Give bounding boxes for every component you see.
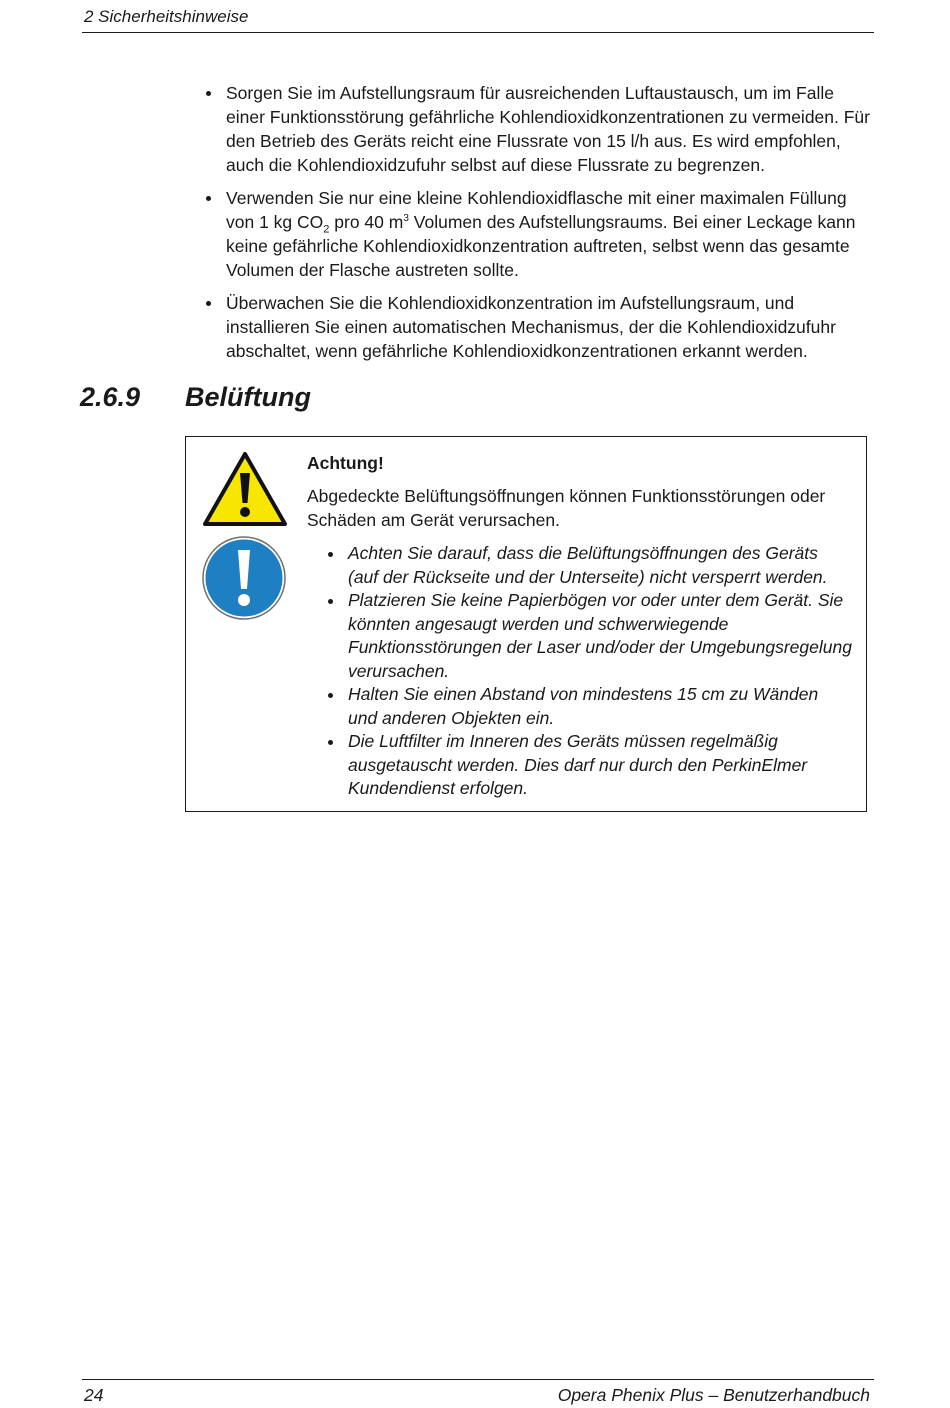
notice-text: Abgedeckte Belüftungsöffnungen können Funktionsstörungen oder Schäden am Gerät verursachen. <box>307 486 826 530</box>
mandatory-action-icon <box>201 535 287 621</box>
page-footer <box>82 1379 874 1408</box>
bullet-dot-icon <box>206 196 211 201</box>
list-item <box>327 542 852 589</box>
bullet-dot-icon <box>328 693 333 698</box>
bullet-dot-icon <box>206 301 211 306</box>
footer-document-title: Opera Phenix Plus – Benutzerhandbuch <box>557 1385 870 1405</box>
warning-triangle-icon <box>202 451 288 527</box>
bullet-dot-icon <box>328 740 333 745</box>
section-heading <box>80 380 311 414</box>
list-item <box>327 589 852 683</box>
header-chapter-title: 2 Sicherheitshinweise <box>84 7 249 26</box>
list-item <box>204 81 874 177</box>
list-item <box>327 730 852 801</box>
list-item-text: Sorgen Sie im Aufstellungsraum für ausreichenden Luftaustausch, um im Falle einer Funktionsstörung gefährliche Kohlendioxidkonzentrationen zu vermeiden. Für den Betrieb des Geräts reicht eine Flussrate von 15 l/h aus. Es wird empfohlen, auch die Kohlendioxidzufuhr selbst auf diese Flussrate zu begrenzen. <box>226 83 870 175</box>
list-item-text: Überwachen Sie die Kohlendioxidkonzentration im Aufstellungsraum, und installieren Sie einen automatischen Mechanismus, der die Kohlendioxidzufuhr abschaltet, wenn gefährliche Kohlendioxidkonzentrationen erkannt werden. <box>226 293 836 361</box>
list-item-text-part: pro 40 m <box>329 212 404 232</box>
list-item <box>204 291 874 363</box>
list-item <box>204 186 874 282</box>
list-item-text: Die Luftfilter im Inneren des Geräts müssen regelmäßig ausgetauscht werden. Dies darf nur durch den PerkinElmer Kundendienst erfolgen. <box>348 731 808 798</box>
superscript: 3 <box>403 213 409 225</box>
section-title: Belüftung <box>185 382 311 412</box>
bullet-dot-icon <box>328 599 333 604</box>
page-number: 24 <box>84 1385 104 1405</box>
list-item-text: Platzieren Sie keine Papierbögen vor oder unter dem Gerät. Sie könnten angesaugt werden und schwerwiegende Funktionsstörungen der Laser und/oder der Umgebungsregelung verursachen. <box>348 590 852 681</box>
caution-notice-box <box>185 436 867 812</box>
notice-title: Achtung! <box>307 453 384 473</box>
list-item-text: Achten Sie darauf, dass die Belüftungsöffnungen des Geräts (auf der Rückseite und der Unterseite) nicht versperrt werden. <box>348 543 828 587</box>
list-item-text-part: Verwenden Sie nur eine kleine Kohlendioxidflasche mit einer maximalen Füllung von 1 kg CO <box>226 188 847 232</box>
list-item <box>327 683 852 730</box>
bullet-dot-icon <box>328 552 333 557</box>
list-item-text: Halten Sie einen Abstand von mindestens 15 cm zu Wänden und anderen Objekten ein. <box>348 684 819 728</box>
list-item-text-part: Volumen des Aufstellungsraums. Bei einer Leckage kann keine gefährliche Kohlendioxidkonzentration auftreten, selbst wenn das gesamte Volumen der Flasche austreten sollte. <box>226 212 856 280</box>
section-number: 2.6.9 <box>80 382 141 412</box>
notice-list <box>327 542 852 801</box>
subscript: 2 <box>323 223 330 236</box>
bullet-dot-icon <box>206 91 211 96</box>
co2-safety-list <box>204 81 874 372</box>
page-header <box>82 6 874 33</box>
